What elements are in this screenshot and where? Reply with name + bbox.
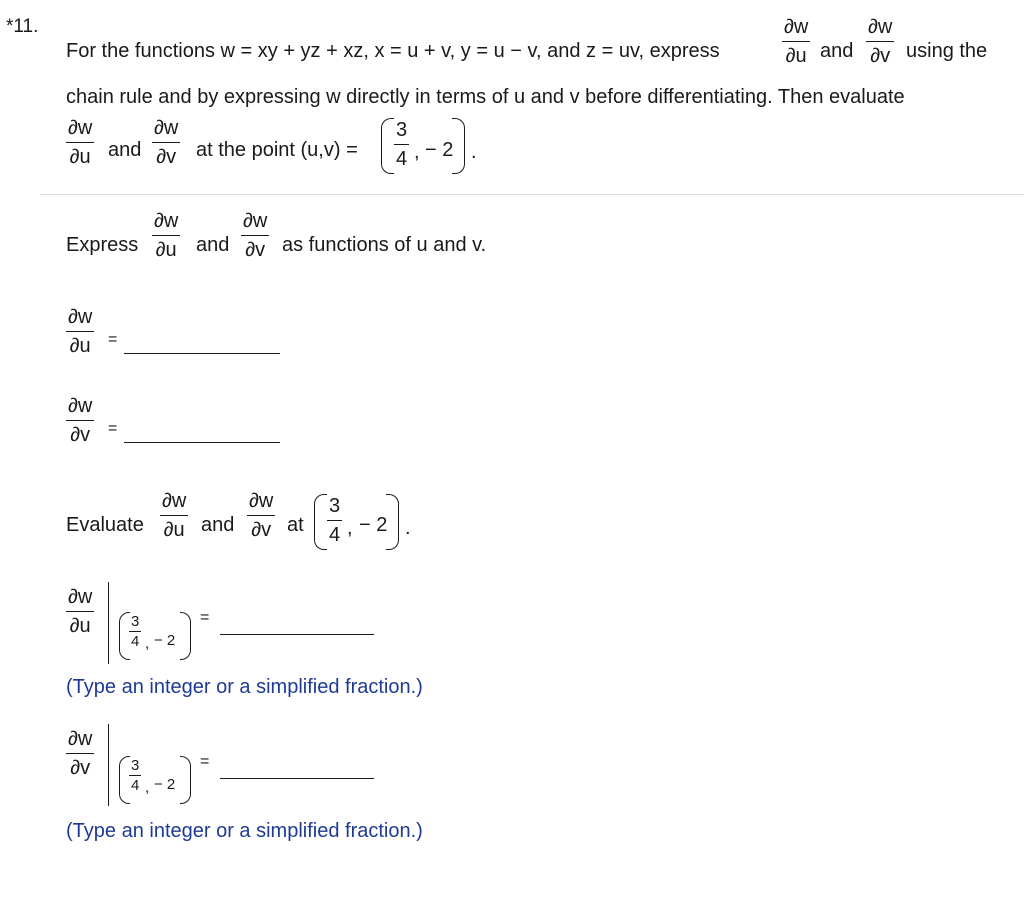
- left-paren: [314, 494, 327, 550]
- numerator: ∂w: [784, 16, 809, 38]
- right-paren: [386, 494, 399, 550]
- numerator: ∂w: [249, 490, 274, 512]
- denominator: ∂u: [69, 146, 91, 169]
- answer-input-dw-dv[interactable]: [124, 442, 280, 443]
- section-divider: [40, 194, 1024, 195]
- denominator: ∂u: [69, 615, 91, 638]
- denominator: ∂u: [155, 239, 177, 262]
- period: .: [471, 141, 477, 163]
- evaluation-bar: [108, 582, 109, 664]
- and-text: and: [108, 139, 142, 161]
- period: .: [405, 517, 411, 539]
- numerator: ∂w: [162, 490, 187, 512]
- numerator: ∂w: [154, 117, 179, 139]
- hint-text: (Type an integer or a simplified fraction.): [66, 676, 423, 698]
- denominator: ∂v: [156, 146, 177, 169]
- eval-label-dw-du: [66, 587, 94, 636]
- numerator: ∂w: [68, 728, 93, 750]
- left-paren: [381, 118, 394, 174]
- denominator: 4: [131, 777, 140, 794]
- comma: ,: [145, 779, 150, 796]
- minus-two: − 2: [359, 514, 388, 536]
- answer-input-eval-dw-du[interactable]: [220, 634, 374, 635]
- numerator: 3: [329, 495, 341, 517]
- right-paren: [452, 118, 465, 174]
- express-suffix: as functions of u and v.: [282, 234, 487, 256]
- fraction-three-fourths: [129, 614, 141, 649]
- numerator: 3: [396, 119, 408, 141]
- fraction-dw-du: [160, 491, 188, 540]
- right-paren: [180, 756, 191, 804]
- fraction-dw-dv: [241, 211, 269, 260]
- numerator: ∂w: [243, 210, 268, 232]
- numerator: ∂w: [68, 395, 93, 417]
- answer-input-dw-du[interactable]: [124, 353, 280, 354]
- express-label: Express: [66, 234, 139, 256]
- fraction-three-fourths: [394, 120, 409, 169]
- denominator: 4: [131, 633, 140, 650]
- denominator: ∂v: [70, 424, 91, 447]
- comma: ,: [145, 635, 150, 652]
- numerator: 3: [131, 757, 140, 774]
- numerator: ∂w: [68, 117, 93, 139]
- and-text: and: [201, 514, 235, 536]
- numerator: ∂w: [68, 586, 93, 608]
- numerator: ∂w: [868, 16, 893, 38]
- denominator: ∂v: [245, 239, 266, 262]
- denominator: 4: [396, 148, 408, 171]
- fraction-three-fourths: [129, 758, 141, 793]
- evaluate-label: Evaluate: [66, 514, 144, 536]
- denominator: ∂u: [785, 45, 807, 68]
- denominator: ∂u: [163, 519, 185, 542]
- answer-label-dw-dv: [66, 396, 94, 445]
- equals-sign: =: [108, 331, 118, 348]
- minus-two: − 2: [425, 139, 454, 161]
- equals-sign: =: [200, 609, 210, 626]
- comma: ,: [414, 141, 420, 163]
- numerator: 3: [131, 613, 140, 630]
- fraction-dw-du: [66, 118, 94, 167]
- evaluation-bar: [108, 724, 109, 806]
- question-text-line1-end: using the: [906, 40, 988, 62]
- denominator: ∂v: [251, 519, 272, 542]
- denominator: ∂u: [69, 335, 91, 358]
- fraction-dw-du: [782, 17, 810, 66]
- comma: ,: [347, 517, 353, 539]
- answer-label-dw-du: [66, 307, 94, 356]
- minus-two: − 2: [154, 776, 176, 793]
- fraction-three-fourths: [327, 496, 342, 545]
- hint-text: (Type an integer or a simplified fraction.): [66, 820, 423, 842]
- equals-sign: =: [108, 420, 118, 437]
- question-text-line1: For the functions w = xy + yz + xz, x = u + v, y = u − v, and z = uv, express: [66, 40, 720, 62]
- and-text: and: [196, 234, 230, 256]
- answer-input-eval-dw-dv[interactable]: [220, 778, 374, 779]
- point-text: at the point (u,v) =: [196, 139, 358, 161]
- numerator: ∂w: [68, 306, 93, 328]
- question-text-line2: chain rule and by expressing w directly in terms of u and v before differentiating. Then evaluate: [66, 86, 905, 108]
- at-text: at: [287, 514, 304, 536]
- eval-label-dw-dv: [66, 729, 94, 778]
- denominator: 4: [329, 524, 341, 547]
- denominator: ∂v: [70, 757, 91, 780]
- denominator: ∂v: [870, 45, 891, 68]
- and-text: and: [820, 40, 854, 62]
- fraction-dw-dv: [866, 17, 894, 66]
- problem-number: *11.: [6, 16, 39, 37]
- fraction-dw-dv: [152, 118, 180, 167]
- equals-sign: =: [200, 753, 210, 770]
- numerator: ∂w: [154, 210, 179, 232]
- fraction-dw-dv: [247, 491, 275, 540]
- right-paren: [180, 612, 191, 660]
- minus-two: − 2: [154, 632, 176, 649]
- fraction-dw-du: [152, 211, 180, 260]
